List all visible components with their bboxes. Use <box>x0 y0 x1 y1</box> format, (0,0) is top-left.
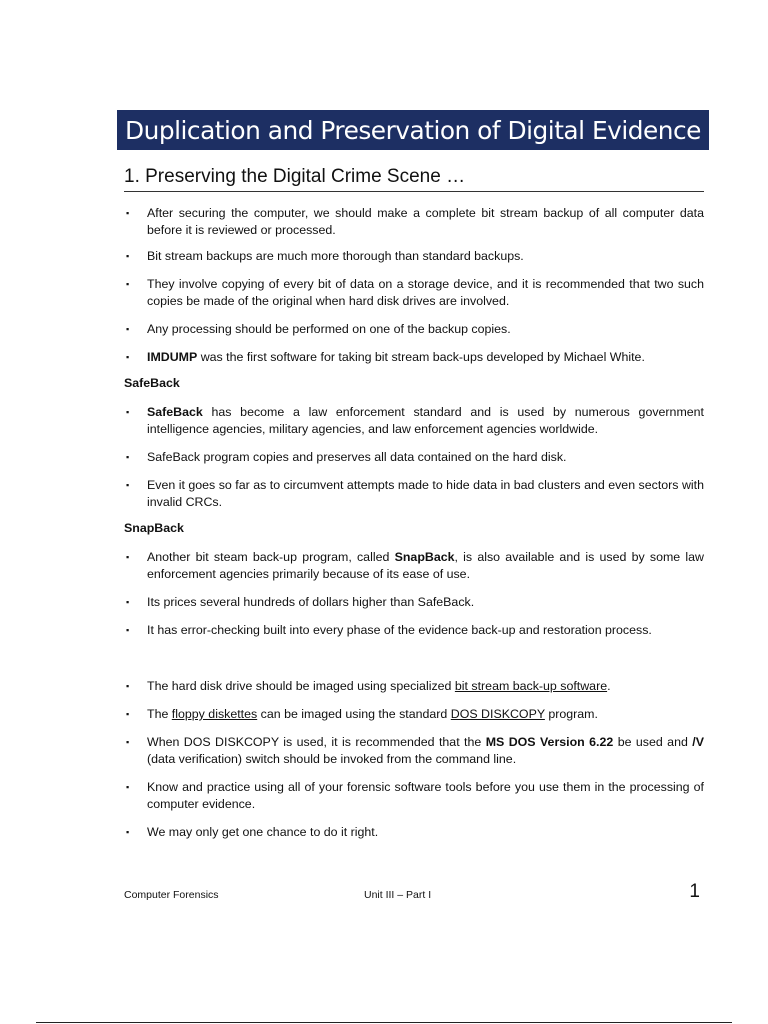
imdump-term: IMDUMP <box>147 350 198 364</box>
safeback-term: SafeBack <box>147 405 203 419</box>
bullet-list-intro <box>124 205 704 366</box>
list-item <box>124 449 704 466</box>
section-heading: 1. Preserving the Digital Crime Scene … <box>124 166 704 192</box>
footer-course-name: Computer Forensics <box>124 889 219 901</box>
ms-dos-version-term: MS DOS Version 6.22 <box>485 735 614 749</box>
footer-unit-label: Unit III – Part I <box>364 889 432 901</box>
list-item <box>124 779 704 813</box>
list-item-text: Its prices several hundreds of dollars higher than SafeBack. <box>147 595 475 609</box>
bullet-list-imaging <box>124 678 704 841</box>
subheading-snapback: SnapBack <box>124 521 184 535</box>
bullet-icon: ▪ <box>126 352 130 362</box>
list-item <box>124 706 704 723</box>
list-item-text: When DOS DISKCOPY is used, it is recommended that the <box>147 735 486 749</box>
list-item <box>124 622 704 639</box>
bullet-icon: ▪ <box>126 681 130 691</box>
list-item-text: has become a law enforcement standard and is used by numerous government intelligence agencies, military agencies, and law enforcement agencies worldwide. <box>147 405 704 436</box>
list-item <box>124 276 704 310</box>
list-item-text: It has error-checking built into every phase of the evidence back-up and restoration process. <box>147 623 652 637</box>
list-item <box>124 404 704 438</box>
list-item-text: program. <box>544 707 598 721</box>
list-item <box>124 734 704 768</box>
bullet-icon: ▪ <box>126 452 130 462</box>
list-item <box>124 349 704 366</box>
list-item-text: SafeBack program copies and preserves all data contained on the hard disk. <box>147 450 567 464</box>
dos-diskcopy-link[interactable]: DOS DISKCOPY <box>450 707 545 721</box>
list-item <box>124 594 704 611</box>
content-body <box>124 205 704 841</box>
list-item <box>124 477 704 511</box>
list-item-text: , is also available and is used by some law enforcement agencies primarily because of its ease of use. <box>147 550 704 581</box>
bullet-icon: ▪ <box>126 625 130 635</box>
list-item-text: Another bit steam back-up program, called <box>147 550 395 564</box>
bullet-icon: ▪ <box>126 552 130 562</box>
list-item-text: was the first software for taking bit stream back-ups developed by Michael White. <box>197 350 645 364</box>
page-number: 1 <box>689 881 700 902</box>
bullet-icon: ▪ <box>126 324 130 334</box>
list-item <box>124 549 704 583</box>
list-item-text: We may only get one chance to do it right. <box>147 825 379 839</box>
list-item-text: Know and practice using all of your forensic software tools before you use them in the processing of computer evidence. <box>147 780 704 811</box>
list-item-text: The hard disk drive should be imaged using specialized <box>147 679 455 693</box>
bullet-icon: ▪ <box>126 208 130 218</box>
snapback-term: SnapBack <box>394 550 455 564</box>
bullet-icon: ▪ <box>126 407 130 417</box>
bullet-icon: ▪ <box>126 737 130 747</box>
list-item <box>124 678 704 695</box>
bullet-icon: ▪ <box>126 782 130 792</box>
list-item <box>124 248 704 265</box>
page-title: Duplication and Preservation of Digital Evidence <box>125 115 701 145</box>
bullet-icon: ▪ <box>126 709 130 719</box>
bit-stream-software-link[interactable]: bit stream back-up software <box>454 679 608 693</box>
bullet-list-safeback <box>124 404 704 511</box>
bullet-icon: ▪ <box>126 251 130 261</box>
bullet-list-snapback <box>124 549 704 639</box>
list-item-text: Bit stream backups are much more thorough than standard backups. <box>147 249 524 263</box>
list-item-text: can be imaged using the standard <box>257 707 451 721</box>
bullet-icon: ▪ <box>126 827 130 837</box>
list-item-text: . <box>607 679 611 693</box>
page-title-banner <box>117 110 709 150</box>
verify-switch-term: /V <box>692 735 704 749</box>
subheading-safeback: SafeBack <box>124 376 180 390</box>
list-item-text: be used and <box>613 735 693 749</box>
list-item-text: Even it goes so far as to circumvent attempts made to hide data in bad clusters and even sectors with invalid CRCs. <box>147 478 704 509</box>
list-item-text: Any processing should be performed on one of the backup copies. <box>147 322 511 336</box>
bullet-icon: ▪ <box>126 597 130 607</box>
list-item-text: They involve copying of every bit of data on a storage device, and it is recommended that two such copies be made of the original when hard disk drives are involved. <box>147 277 704 308</box>
list-item <box>124 205 704 239</box>
list-item-text: (data verification) switch should be invoked from the command line. <box>147 752 517 766</box>
floppy-diskettes-link[interactable]: floppy diskettes <box>171 707 258 721</box>
list-item-text: After securing the computer, we should make a complete bit stream backup of all computer data before it is reviewed or processed. <box>147 206 704 237</box>
page-footer <box>124 881 704 908</box>
bullet-icon: ▪ <box>126 279 130 289</box>
page-bottom-divider <box>36 1022 732 1023</box>
list-item <box>124 321 704 338</box>
bullet-icon: ▪ <box>126 480 130 490</box>
list-item-text: The <box>147 707 172 721</box>
list-item <box>124 824 704 841</box>
